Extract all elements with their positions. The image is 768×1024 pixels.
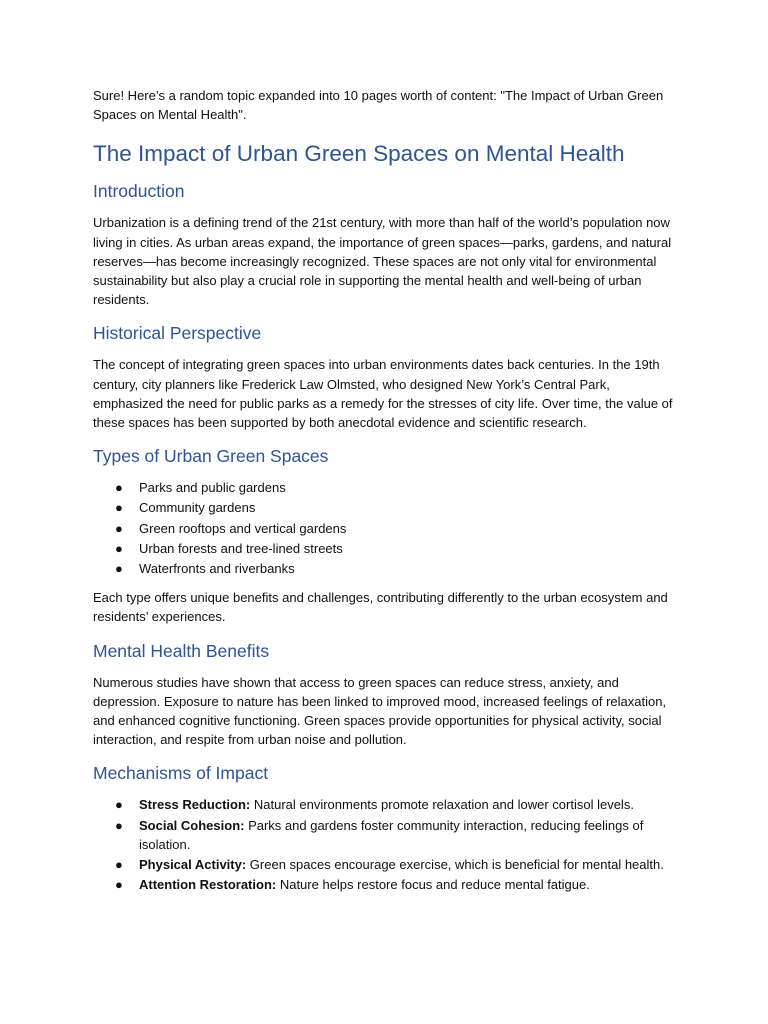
introduction-paragraph: Urbanization is a defining trend of the 21st century, with more than half of the world’s population now living in cities. As urban areas expand, the importance of green spaces—parks, gardens, and natural reserves—has become increasingly recognized. These spaces are not only vital for environmental sustainability but also play a crucial role in supporting the mental health and well-being of urban residents.: [93, 215, 672, 308]
list-item-text: Parks and gardens foster community interaction, reducing feelings of isolation.: [139, 817, 644, 852]
benefits-heading: Mental Health Benefits: [93, 640, 270, 661]
list-item-text: Waterfronts and riverbanks: [139, 561, 295, 577]
introduction-heading: Introduction: [93, 181, 185, 202]
bullet-icon: ●: [115, 877, 123, 893]
list-item: [93, 539, 683, 558]
bullet-icon: ●: [115, 480, 123, 496]
historical-paragraph: The concept of integrating green spaces into urban environments dates back centuries. In the 19th century, city planners like Frederick Law Olmsted, who designed New York’s Central Park, emphasized the need for public parks as a remedy for the stresses of city life. Over time, the value of these spaces has been supported by both anecdotal evidence and scientific research.: [93, 357, 673, 431]
list-item-text: Urban forests and tree-lined streets: [139, 540, 343, 556]
benefits-paragraph: Numerous studies have shown that access to green spaces can reduce stress, anxiety, and depression. Exposure to nature has been linked to improved mood, increased feelings of relaxation, and enhanced cognitive functioning. Green spaces provide opportunities for physical activity, social interaction, and respite from urban noise and pollution.: [93, 674, 667, 748]
historical-heading: Historical Perspective: [93, 323, 262, 344]
list-item-text: Community gardens: [139, 500, 256, 516]
bullet-icon: ●: [115, 797, 123, 813]
document-title: The Impact of Urban Green Spaces on Mental Health: [93, 141, 625, 167]
list-item-term: Social Cohesion:: [139, 817, 245, 833]
list-item-text: Parks and public gardens: [139, 480, 286, 496]
list-item: [93, 816, 683, 854]
bullet-icon: ●: [115, 817, 123, 833]
list-item-term: Attention Restoration:: [139, 877, 277, 893]
mechanisms-list: [93, 795, 683, 894]
list-item-text: Nature helps restore focus and reduce mental fatigue.: [276, 877, 590, 893]
list-item-text: Green rooftops and vertical gardens: [139, 520, 347, 536]
list-item: [93, 875, 683, 894]
bullet-icon: ●: [115, 540, 123, 556]
document-page: [93, 86, 683, 904]
list-item: [93, 519, 683, 538]
list-item: [93, 795, 683, 814]
list-item: [93, 478, 683, 497]
list-item: [93, 855, 683, 874]
list-item-text: Green spaces encourage exercise, which is beneficial for mental health.: [246, 857, 664, 873]
bullet-icon: ●: [115, 857, 123, 873]
list-item-term: Stress Reduction:: [139, 797, 251, 813]
bullet-icon: ●: [115, 500, 123, 516]
list-item: [93, 498, 683, 517]
types-list: [93, 478, 683, 578]
preface-text: Sure! Here’s a random topic expanded into 10 pages worth of content: "The Impact of Urban Green Spaces on Mental Health".: [93, 88, 664, 123]
types-paragraph: Each type offers unique benefits and challenges, contributing differently to the urban ecosystem and residents’ experiences.: [93, 590, 668, 625]
types-heading: Types of Urban Green Spaces: [93, 446, 329, 467]
bullet-icon: ●: [115, 520, 123, 536]
list-item: [93, 559, 683, 578]
list-item-term: Physical Activity:: [139, 857, 247, 873]
bullet-icon: ●: [115, 561, 123, 577]
mechanisms-heading: Mechanisms of Impact: [93, 763, 269, 784]
list-item-text: Natural environments promote relaxation and lower cortisol levels.: [250, 797, 634, 813]
